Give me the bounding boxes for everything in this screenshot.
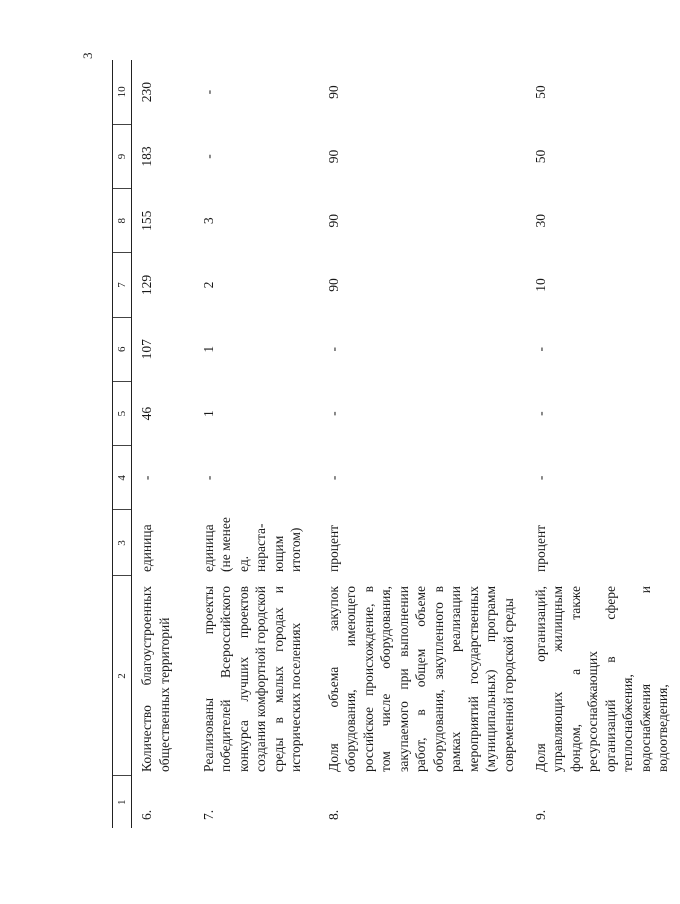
value-cell: 107 <box>139 339 154 360</box>
header-row <box>113 60 132 828</box>
value-cell: 46 <box>139 406 154 421</box>
value-cell: 129 <box>139 274 154 296</box>
column-header: 3 <box>113 510 132 576</box>
value-cell: - <box>532 347 548 352</box>
row-number: 6. <box>139 809 154 820</box>
value-cell: 90 <box>325 213 341 228</box>
column-header: 1 <box>113 776 132 828</box>
unit: единица <box>139 524 154 572</box>
column-header: 4 <box>113 446 132 510</box>
value-cell: 230 <box>139 82 154 103</box>
value-cell: 30 <box>532 213 548 228</box>
value-cell: 50 <box>532 149 548 164</box>
value-cell: 90 <box>325 149 341 164</box>
value-cell: - <box>325 411 341 416</box>
value-cell: 1 <box>200 345 216 353</box>
table-row <box>319 60 526 828</box>
indicator-name: Доля организаций, управляющих жилищным фондом, а также ресурсоснабжающих организаций в сфере теплоснабжения, водоснабжения и водоотведения, <box>532 586 671 772</box>
column-header: 2 <box>113 576 132 776</box>
value-cell: 1 <box>200 410 216 417</box>
column-header: 8 <box>113 189 132 253</box>
value-cell: - <box>532 411 548 416</box>
value-cell: 183 <box>139 146 154 167</box>
row-number: 9. <box>532 809 548 820</box>
rotated-table-container <box>112 60 671 828</box>
unit: процент <box>532 524 548 572</box>
unit: единица (не менее ед. нараста-ющим итогом) <box>200 517 304 572</box>
row-number: 7. <box>200 809 216 820</box>
table-row <box>526 60 680 828</box>
column-header: 10 <box>113 60 132 124</box>
value-cell: - <box>200 154 216 159</box>
value-cell: - <box>139 475 154 481</box>
page-number: 3 <box>80 52 95 59</box>
indicator-name: Реализованы проекты победителей Всероссийского конкурса лучших проектов создания комфортной городской среды в малых городах и исторических поселениях <box>200 586 304 772</box>
column-header: 7 <box>113 253 132 317</box>
value-cell: 90 <box>325 85 341 99</box>
indicator-name: Количество благоустроенных общественных территорий <box>139 586 172 772</box>
value-cell: 2 <box>200 281 216 289</box>
indicators-table <box>112 60 680 828</box>
table-row <box>132 60 194 828</box>
row-number: 8. <box>325 809 341 820</box>
value-cell: - <box>200 89 216 95</box>
value-cell: - <box>532 475 548 481</box>
column-header: 5 <box>113 381 132 445</box>
column-header: 6 <box>113 317 132 381</box>
column-header: 9 <box>113 124 132 188</box>
value-cell: 155 <box>139 210 154 231</box>
indicator-name: Доля объема закупок оборудования, имеющего российское происхождение, в том числе оборудования, закупаемого при выполнении работ, в общем объеме оборудования, закупленного в рамках реализации мероприятий государственных (муниципальных) программ современной городской среды <box>325 586 516 772</box>
value-cell: 50 <box>532 85 548 99</box>
unit: процент <box>325 524 341 572</box>
value-cell: 10 <box>532 278 548 292</box>
value-cell: - <box>200 475 216 481</box>
value-cell: 90 <box>325 278 341 292</box>
table-row <box>194 60 319 828</box>
value-cell: 3 <box>200 217 216 225</box>
value-cell: - <box>325 347 341 352</box>
value-cell: - <box>325 475 341 481</box>
